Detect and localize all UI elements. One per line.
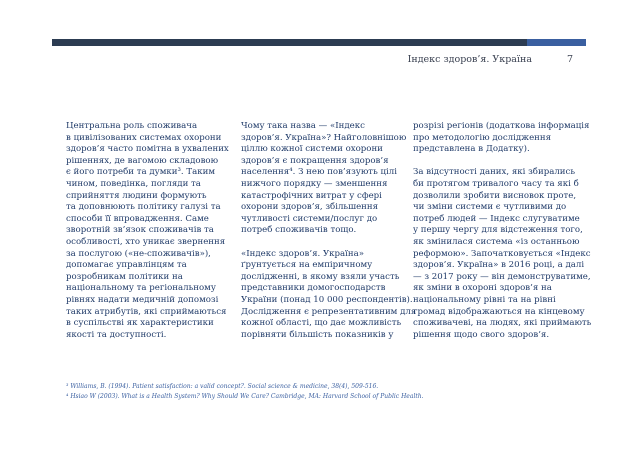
text-column-3 xyxy=(413,121,592,341)
text-line: Центральна роль споживача xyxy=(66,121,198,131)
text-line: зворотній зв’язок споживачів та xyxy=(66,225,214,236)
text-line: чутливості системи/послуг до xyxy=(241,213,378,224)
text-line: допомагає управлінцям та xyxy=(66,260,187,271)
text-line: розрізі регіонів (додаткова інформація xyxy=(413,121,590,131)
text-line: населення⁴. З нею пов’язують цілі xyxy=(241,167,397,178)
text-line: особливості, хто уникає звернення xyxy=(66,236,226,247)
text-line: ціллю кожної системи охорони xyxy=(241,144,383,155)
text-line: в цивілізованих системах охорони xyxy=(66,132,222,143)
paragraph xyxy=(413,121,590,156)
text-line: як змінилася система «із останньою xyxy=(413,236,580,247)
running-header-title: Індекс здоров’я. Україна xyxy=(407,54,532,65)
text-line: про методологію дослідження xyxy=(413,132,552,143)
text-line: катастрофічних витрат у сфері xyxy=(241,190,382,201)
text-line: За відсутності даних, які збирались xyxy=(413,167,576,178)
text-line: як зміни в охороні здоров’я на xyxy=(413,283,552,294)
text-line: представники домогосподарств xyxy=(241,283,386,294)
footnotes xyxy=(66,382,586,401)
paragraph xyxy=(66,121,229,341)
header-rule-accent xyxy=(527,39,586,46)
paragraph xyxy=(413,167,592,341)
text-line: би протягом тривалого часу та які б xyxy=(413,178,579,189)
text-line: рішеннях, де вагомою складовою xyxy=(66,155,219,166)
text-line: таких атрибутів, які сприймаються xyxy=(66,306,227,317)
text-line: нижчого порядку — зменшення xyxy=(241,178,388,189)
text-line: у першу чергу для відстеження того, xyxy=(413,225,583,236)
text-line: здоров’я часто помітна в ухвалених xyxy=(66,144,229,155)
text-line: є його потреби та думки³. Таким xyxy=(66,167,216,178)
paragraph xyxy=(241,248,417,342)
text-line: ґрунтується на емпіричному xyxy=(241,260,373,271)
text-line: розробникам політики на xyxy=(66,271,183,282)
text-line: в суспільстві як характеристики xyxy=(66,318,214,329)
text-line: чином, поведінка, погляди та xyxy=(66,178,201,189)
text-column-2 xyxy=(241,121,417,341)
paragraph xyxy=(241,121,407,237)
text-line: рівнях надати медичній допомозі xyxy=(66,294,219,305)
text-line: охорони здоров’я, збільшення xyxy=(241,202,379,213)
text-line: дослідженні, в якому взяли участь xyxy=(241,271,400,282)
text-line: представлена в Додатку). xyxy=(413,144,530,155)
text-line: способи її впровадження. Саме xyxy=(66,213,209,224)
text-line: — з 2017 року — він демонструватиме, xyxy=(413,271,591,282)
text-line: якості та доступності. xyxy=(66,329,167,340)
text-line: дозволили зробити висновок проте, xyxy=(413,190,577,201)
text-line: національному рівні та на рівні xyxy=(413,294,556,305)
text-line: та доповнюють політику галузі та xyxy=(66,202,221,213)
text-line: «Індекс здоров’я. Україна» xyxy=(241,248,365,259)
text-line: України (понад 10 000 респондентів). xyxy=(241,294,413,305)
header-rule xyxy=(52,39,527,46)
text-column-1 xyxy=(66,121,229,341)
page-number: 7 xyxy=(567,54,574,65)
text-line: потреб людей — Індекс слугуватиме xyxy=(413,213,580,224)
footnote-3: ³ Williams, B. (1994). Patient satisfaction: a valid concept?. Social science & medicine, 38(4), 509-516. xyxy=(66,383,379,390)
text-line: громад відображаються на кінцевому xyxy=(413,306,585,317)
footnote-4: ⁴ Hsiao W (2003). What is a Health System? Why Should We Care? Cambridge, MA: Harvard School of Public Health. xyxy=(66,392,424,400)
text-line: здоров’я. Україна»? Найголовнішою xyxy=(241,132,407,143)
text-line: рішення щодо свого здоров’я. xyxy=(413,329,550,340)
text-line: потреб споживачів тощо. xyxy=(241,225,357,236)
text-line: порівняти більшість показників у xyxy=(241,329,394,340)
text-line: здоров’я. Україна» в 2016 році, а далі xyxy=(413,260,585,271)
text-line: споживачеві, на людях, які приймають xyxy=(413,318,592,329)
text-line: кожної області, що дає можливість xyxy=(241,318,402,329)
text-line: Дослідження є репрезентативним для xyxy=(241,306,417,317)
text-line: за послугою («не-споживачів»), xyxy=(66,248,211,259)
text-line: сприйняття людини формують xyxy=(66,190,207,201)
text-line: Чому така назва — «Індекс xyxy=(241,121,365,131)
text-line: чи зміни системи є чутливими до xyxy=(413,202,567,213)
text-line: реформою». Започатковується «Індекс xyxy=(413,248,591,259)
text-line: здоров’я є покращення здоров’я xyxy=(241,155,389,166)
text-line: національному та регіональному xyxy=(66,283,216,294)
